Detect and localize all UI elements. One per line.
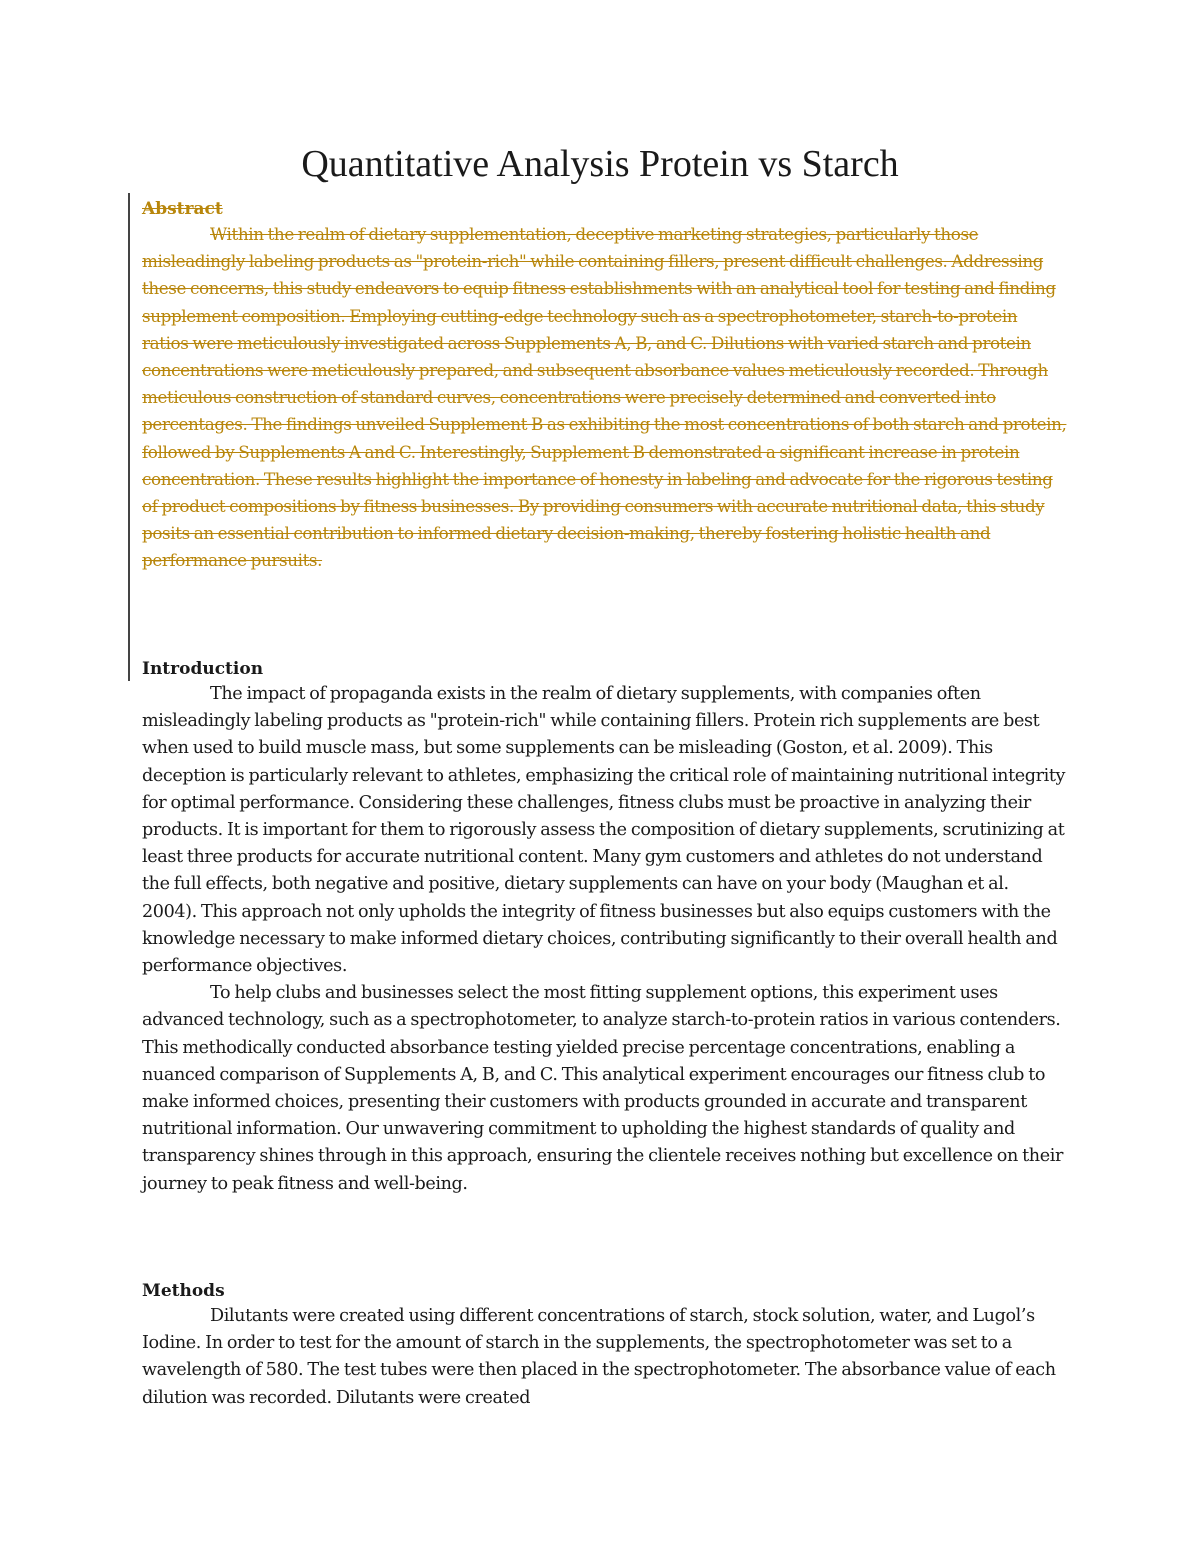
revision-change-bar	[128, 193, 130, 681]
introduction-paragraph-1: The impact of propaganda exists in the realm of dietary supplements, with companies often misleadingly labeling products as "protein-rich" while containing fillers. Protein rich supplements are best when used to build muscle mass, but some supplements can be misleading (Goston, et al. 2009). This deception is particularly relevant to athletes, emphasizing the critical role of maintaining nutritional integrity for optimal performance. Considering these challenges, fitness clubs must be proactive in analyzing their products. It is important for them to rigorously assess the composition of dietary supplements, scrutinizing at least three products for accurate nutritional content. Many gym customers and athletes do not understand the full effects, both negative and positive, dietary supplements can have on your body (Maughan et al. 2004). This approach not only upholds the integrity of fitness businesses but also equips customers with the knowledge necessary to make informed dietary choices, contributing significantly to their overall health and performance objectives.	[142, 684, 1066, 977]
introduction-section	[142, 657, 1067, 1198]
methods-section	[142, 1279, 1067, 1412]
introduction-heading: Introduction	[142, 659, 264, 679]
methods-heading: Methods	[142, 1281, 225, 1301]
document-title: Quantitative Analysis Protein vs Starch	[301, 143, 899, 185]
introduction-paragraph-2: To help clubs and businesses select the most fitting supplement options, this experiment uses advanced technology, such as a spectrophotometer, to analyze starch-to-protein ratios in various contenders. This methodically conducted absorbance testing yielded precise percentage concentrations, enabling a nuanced comparison of Supplements A, B, and C. This analytical experiment encourages our fitness club to make informed choices, presenting their customers with products grounded in accurate and transparent nutritional information. Our unwavering commitment to upholding the highest standards of quality and transparency shines through in this approach, ensuring the clientele receives nothing but excellence on their journey to peak fitness and well-being.	[142, 983, 1063, 1194]
abstract-section	[142, 197, 1067, 575]
methods-paragraph-1: Dilutants were created using different concentrations of starch, stock solution, water, and Lugol’s Iodine. In order to test for the amount of starch in the supplements, the spectrophotometer was set to a wavelength of 580. The test tubes were then placed in the spectrophotometer. The absorbance value of each dilution was recorded. Dilutants were created	[142, 1306, 1056, 1408]
abstract-body: Within the realm of dietary supplementation, deceptive marketing strategies, particularly those misleadingly labeling products as "protein-rich" while containing fillers, present difficult challenges. Addressing these concerns, this study endeavors to equip fitness establishments with an analytical tool for testing and finding supplement composition. Employing cutting-edge technology such as a spectrophotometer, starch-to-protein ratios were meticulously investigated across Supplements A, B, and C. Dilutions with varied starch and protein concentrations were meticulously prepared, and subsequent absorbance values meticulously recorded. Through meticulous construction of standard curves, concentrations were precisely determined and converted into percentages. The findings unveiled Supplement B as exhibiting the most concentrations of both starch and protein, followed by Supplements A and C. Interestingly, Supplement B demonstrated a significant increase in protein concentration. These results highlight the importance of honesty in labeling and advocate for the rigorous testing of product compositions by fitness businesses. By providing consumers with accurate nutritional data, this study posits an essential contribution to informed dietary decision-making, thereby fostering holistic health and performance pursuits.	[142, 224, 1067, 571]
abstract-heading: Abstract	[142, 199, 223, 219]
